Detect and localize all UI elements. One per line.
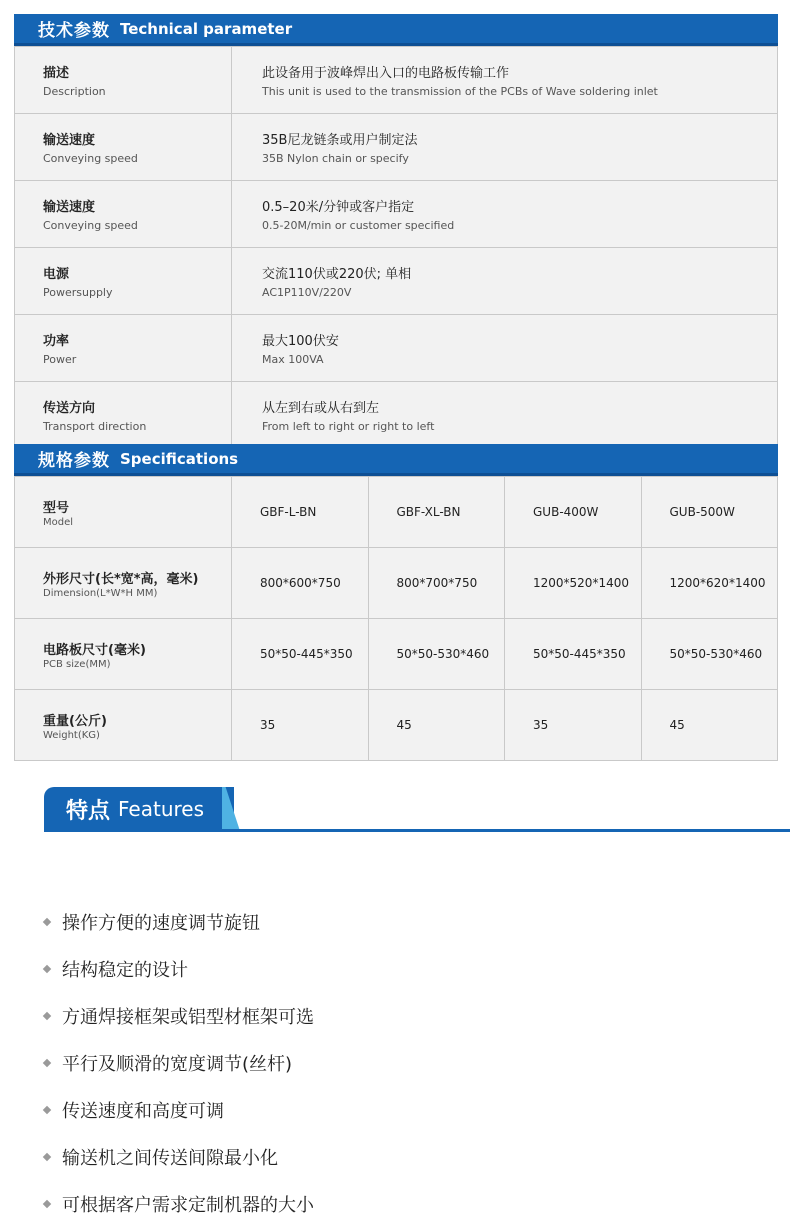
parameter-value-en: 0.5-20M/min or customer specified	[262, 219, 455, 232]
section-title-zh: 规格参数	[38, 451, 110, 471]
feature-item	[40, 1180, 314, 1227]
spec-label-zh: 电路板尺寸(毫米)	[43, 642, 146, 658]
parameter-label-zh: 描述	[43, 66, 70, 81]
feature-text: 结构稳定的设计	[62, 959, 188, 981]
section-title-zh: 技术参数	[38, 21, 110, 41]
table-row	[15, 114, 778, 181]
spec-value-cell: GUB-400W	[505, 477, 642, 548]
bullet-icon	[43, 917, 51, 925]
section-title-en: Specifications	[120, 449, 239, 468]
spec-value-cell: 50*50-530*460	[641, 619, 778, 690]
feature-text: 操作方便的速度调节旋钮	[62, 912, 260, 934]
feature-item	[40, 1086, 314, 1133]
spec-value-cell: GUB-500W	[641, 477, 778, 548]
parameter-value-en: This unit is used to the transmission of the PCBs of Wave soldering inlet	[262, 85, 658, 98]
spec-label-en: PCB size(MM)	[43, 658, 111, 670]
spec-label-cell	[15, 548, 232, 619]
section-title-en: Technical parameter	[120, 19, 293, 38]
parameter-value-zh: 35B尼龙链条或用户制定法	[262, 133, 418, 148]
parameter-label-en: Conveying speed	[43, 152, 138, 165]
feature-text: 输送机之间传送间隙最小化	[62, 1147, 278, 1169]
parameter-label-en: Transport direction	[43, 420, 147, 433]
features-title-en: Features	[118, 797, 205, 821]
parameter-value-zh: 此设备用于波峰焊出入口的电路板传输工作	[262, 66, 510, 81]
table-row	[15, 690, 778, 761]
spec-label-zh: 型号	[43, 500, 70, 516]
parameter-value-zh: 最大100伏安	[262, 334, 339, 349]
parameter-value-en: AC1P110V/220V	[262, 286, 352, 299]
parameter-label-zh: 功率	[43, 334, 70, 349]
spec-label-cell	[15, 477, 232, 548]
spec-label-en: Model	[43, 516, 74, 528]
table-row	[15, 181, 778, 248]
spec-value-cell: 1200*520*1400	[505, 548, 642, 619]
feature-item	[40, 945, 314, 992]
feature-text: 传送速度和高度可调	[62, 1100, 224, 1122]
parameter-label-en: Power	[43, 353, 77, 366]
spec-value-cell: GBF-L-BN	[232, 477, 369, 548]
spec-label-en: Weight(KG)	[43, 729, 100, 741]
parameter-value-en: From left to right or right to left	[262, 420, 435, 433]
features-title-zh: 特点	[66, 798, 111, 824]
parameter-label-en: Conveying speed	[43, 219, 138, 232]
parameter-label-zh: 输送速度	[43, 133, 96, 148]
parameter-label-cell	[15, 248, 232, 315]
table-row	[15, 619, 778, 690]
spec-label-zh: 外形尺寸(长*宽*高，毫米)	[43, 571, 199, 587]
parameter-label-en: Description	[43, 85, 106, 98]
parameter-label-cell	[15, 114, 232, 181]
feature-item	[40, 1039, 314, 1086]
bullet-icon	[43, 1152, 51, 1160]
spec-value-cell: 800*600*750	[232, 548, 369, 619]
spec-value-cell: 50*50-445*350	[505, 619, 642, 690]
technical-parameter-header	[14, 14, 778, 46]
features-list	[40, 898, 314, 1227]
parameter-label-zh: 电源	[43, 267, 70, 282]
features-divider	[44, 829, 790, 832]
table-row	[15, 315, 778, 382]
parameter-value-cell	[232, 114, 778, 181]
table-row	[15, 47, 778, 114]
parameter-label-en: Powersupply	[43, 286, 113, 299]
parameter-value-en: Max 100VA	[262, 353, 324, 366]
spec-value-cell: 35	[505, 690, 642, 761]
specifications-header	[14, 444, 778, 476]
spec-label-zh: 重量(公斤)	[43, 713, 107, 729]
table-row	[15, 382, 778, 449]
parameter-value-zh: 0.5–20米/分钟或客户指定	[262, 200, 415, 215]
table-row	[15, 248, 778, 315]
feature-item	[40, 992, 314, 1039]
bullet-icon	[43, 964, 51, 972]
parameter-value-cell	[232, 382, 778, 449]
feature-item	[40, 898, 314, 945]
parameter-label-cell	[15, 181, 232, 248]
parameter-value-zh: 交流110伏或220伏; 单相	[262, 267, 412, 282]
spec-value-cell: 45	[641, 690, 778, 761]
spec-value-cell: 800*700*750	[368, 548, 505, 619]
parameter-label-cell	[15, 382, 232, 449]
specifications-table	[14, 476, 778, 761]
spec-value-cell: 45	[368, 690, 505, 761]
bullet-icon	[43, 1058, 51, 1066]
technical-parameter-table	[14, 46, 778, 449]
parameter-label-zh: 输送速度	[43, 200, 96, 215]
parameter-label-cell	[15, 47, 232, 114]
spec-value-cell: 1200*620*1400	[641, 548, 778, 619]
parameter-label-zh: 传送方向	[43, 401, 96, 416]
features-header	[44, 787, 234, 831]
parameter-label-cell	[15, 315, 232, 382]
bullet-icon	[43, 1105, 51, 1113]
spec-label-en: Dimension(L*W*H MM)	[43, 587, 158, 599]
spec-value-cell: 50*50-530*460	[368, 619, 505, 690]
spec-value-cell: 50*50-445*350	[232, 619, 369, 690]
parameter-value-en: 35B Nylon chain or specify	[262, 152, 409, 165]
bullet-icon	[43, 1199, 51, 1207]
parameter-value-cell	[232, 248, 778, 315]
parameter-value-zh: 从左到右或从右到左	[262, 401, 380, 416]
feature-item	[40, 1133, 314, 1180]
table-row	[15, 548, 778, 619]
parameter-value-cell	[232, 181, 778, 248]
spec-value-cell: 35	[232, 690, 369, 761]
feature-text: 可根据客户需求定制机器的大小	[62, 1194, 314, 1216]
parameter-value-cell	[232, 315, 778, 382]
parameter-value-cell	[232, 47, 778, 114]
spec-label-cell	[15, 619, 232, 690]
feature-text: 方通焊接框架或铝型材框架可选	[62, 1006, 314, 1028]
spec-value-cell: GBF-XL-BN	[368, 477, 505, 548]
table-row	[15, 477, 778, 548]
spec-label-cell	[15, 690, 232, 761]
bullet-icon	[43, 1011, 51, 1019]
feature-text: 平行及顺滑的宽度调节(丝杆)	[62, 1053, 293, 1075]
